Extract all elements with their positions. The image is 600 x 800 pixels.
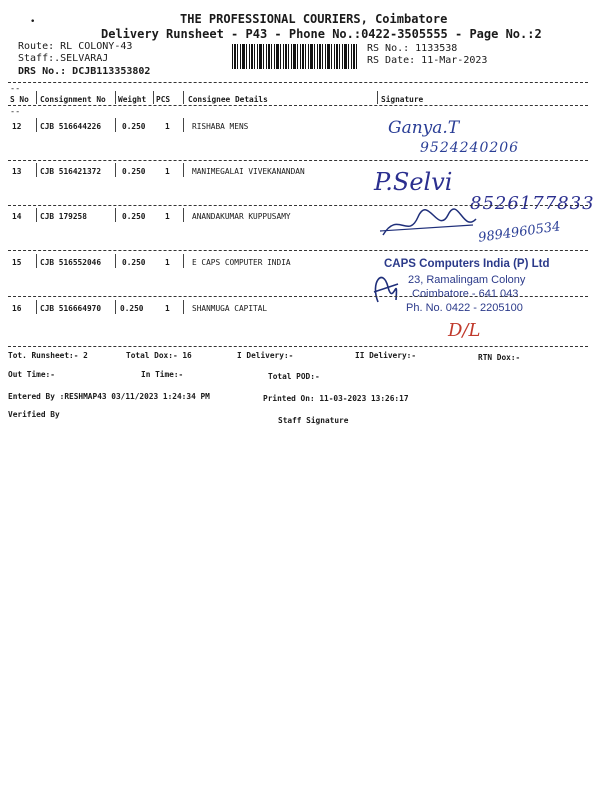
row-consignment: CJB 516664970 xyxy=(40,304,102,313)
route-label: Route: RL COLONY-43 xyxy=(18,41,133,52)
col-separator xyxy=(36,300,37,314)
col-pcs: PCS xyxy=(156,95,171,104)
row-sno: 15 xyxy=(12,258,22,267)
row-consignee: ANANDAKUMAR KUPPUSAMY xyxy=(192,212,291,221)
row-pcs: 1 xyxy=(165,258,170,267)
total-pod: Total POD:- xyxy=(268,372,320,381)
handwritten-delivery-mark: D/L xyxy=(448,320,481,341)
divider xyxy=(8,296,588,297)
col-signature: Signature xyxy=(381,95,424,104)
col-consignee: Consignee Details xyxy=(188,95,268,104)
handwritten-phone: 9524240206 xyxy=(420,140,520,156)
stamp-company: CAPS Computers India (P) Ltd xyxy=(384,258,550,270)
col-sno: S No xyxy=(10,95,29,104)
col-separator xyxy=(183,91,184,104)
row-pcs: 1 xyxy=(165,167,170,176)
row-consignment: CJB 516552046 xyxy=(40,258,102,267)
page-title: THE PROFESSIONAL COURIERS, Coimbatore xyxy=(180,12,448,26)
dash-marker: -- xyxy=(10,84,21,94)
col-separator xyxy=(115,163,116,177)
row-sno: 13 xyxy=(12,167,22,176)
staff-label: Staff:.SELVARAJ xyxy=(18,53,109,64)
rs-date: RS Date: 11-Mar-2023 xyxy=(367,55,488,66)
col-separator xyxy=(115,91,116,104)
row-sno: 14 xyxy=(12,212,22,221)
summary-tot-runsheet: Tot. Runsheet:- 2 xyxy=(8,351,88,360)
row-consignee: SHANMUGA CAPITAL xyxy=(192,304,268,313)
row-weight: 0.250 xyxy=(122,258,146,267)
signature-scribble xyxy=(368,262,408,307)
handwritten-name: Ganya.T xyxy=(388,118,460,138)
row-consignment: CJB 179258 xyxy=(40,212,87,221)
stamp-address: 23, Ramalingam Colony xyxy=(408,274,526,286)
col-separator xyxy=(183,208,184,222)
row-pcs: 1 xyxy=(165,122,170,131)
summary-i-delivery: I Delivery:- xyxy=(237,351,294,360)
stamp-city: Coimbatore - 641 043 xyxy=(412,288,519,300)
col-separator xyxy=(36,163,37,177)
stamp-phone: Ph. No. 0422 - 2205100 xyxy=(406,302,523,314)
divider xyxy=(8,250,588,251)
rs-number: RS No.: 1133538 xyxy=(367,43,458,54)
row-sno: 16 xyxy=(12,304,22,313)
row-sno: 12 xyxy=(12,122,22,131)
summary-rtn-dox: RTN Dox:- xyxy=(478,353,521,362)
drs-number: DRS No.: DCJB113353802 xyxy=(18,66,151,77)
col-consignment: Consignment No xyxy=(40,95,106,104)
col-separator xyxy=(183,254,184,268)
row-consignee: RISHABA MENS xyxy=(192,122,249,131)
divider xyxy=(8,105,588,106)
divider xyxy=(8,346,588,347)
col-separator xyxy=(377,91,378,104)
col-separator xyxy=(115,300,116,314)
handwritten-name: P.Selvi xyxy=(374,168,453,196)
printed-on: Printed On: 11-03-2023 13:26:17 xyxy=(263,394,409,403)
row-weight: 0.250 xyxy=(120,304,144,313)
col-separator xyxy=(115,254,116,268)
col-separator xyxy=(183,118,184,132)
signature-scribble xyxy=(378,205,478,245)
col-separator xyxy=(36,91,37,104)
row-pcs: 1 xyxy=(165,212,170,221)
col-separator xyxy=(36,208,37,222)
col-separator xyxy=(183,163,184,177)
col-separator xyxy=(115,118,116,132)
row-consignment: CJB 516421372 xyxy=(40,167,102,176)
row-weight: 0.250 xyxy=(122,212,146,221)
col-separator xyxy=(115,208,116,222)
staff-signature: Staff Signature xyxy=(278,416,349,425)
row-consignee: MANIMEGALAI VIVEKANANDAN xyxy=(192,167,305,176)
divider xyxy=(8,205,588,206)
handwritten-phone: 8526177833 xyxy=(470,193,595,214)
col-weight: Weight xyxy=(118,95,147,104)
dash-marker: -- xyxy=(10,107,21,117)
in-time: In Time:- xyxy=(141,370,184,379)
col-separator xyxy=(153,91,154,104)
summary-total-dox: Total Dox:- 16 xyxy=(126,351,192,360)
row-consignee: E CAPS COMPUTER INDIA xyxy=(192,258,291,267)
summary-ii-delivery: II Delivery:- xyxy=(355,351,417,360)
row-pcs: 1 xyxy=(165,304,170,313)
verified-by: Verified By xyxy=(8,410,60,419)
col-separator xyxy=(36,254,37,268)
runsheet-subtitle: Delivery Runsheet - P43 - Phone No.:0422-3505555 - Page No.:2 xyxy=(101,27,542,41)
barcode xyxy=(232,44,358,69)
row-weight: 0.250 xyxy=(122,167,146,176)
entered-by: Entered By :RESHMAP43 03/11/2023 1:24:34 PM xyxy=(8,392,210,401)
row-weight: 0.250 xyxy=(122,122,146,131)
handwritten-phone: 9894960534 xyxy=(477,219,562,246)
col-separator xyxy=(36,118,37,132)
row-consignment: CJB 516644226 xyxy=(40,122,102,131)
col-separator xyxy=(183,300,184,314)
out-time: Out Time:- xyxy=(8,370,55,379)
divider xyxy=(8,160,588,161)
stray-mark: • xyxy=(30,17,36,27)
divider xyxy=(8,82,588,83)
